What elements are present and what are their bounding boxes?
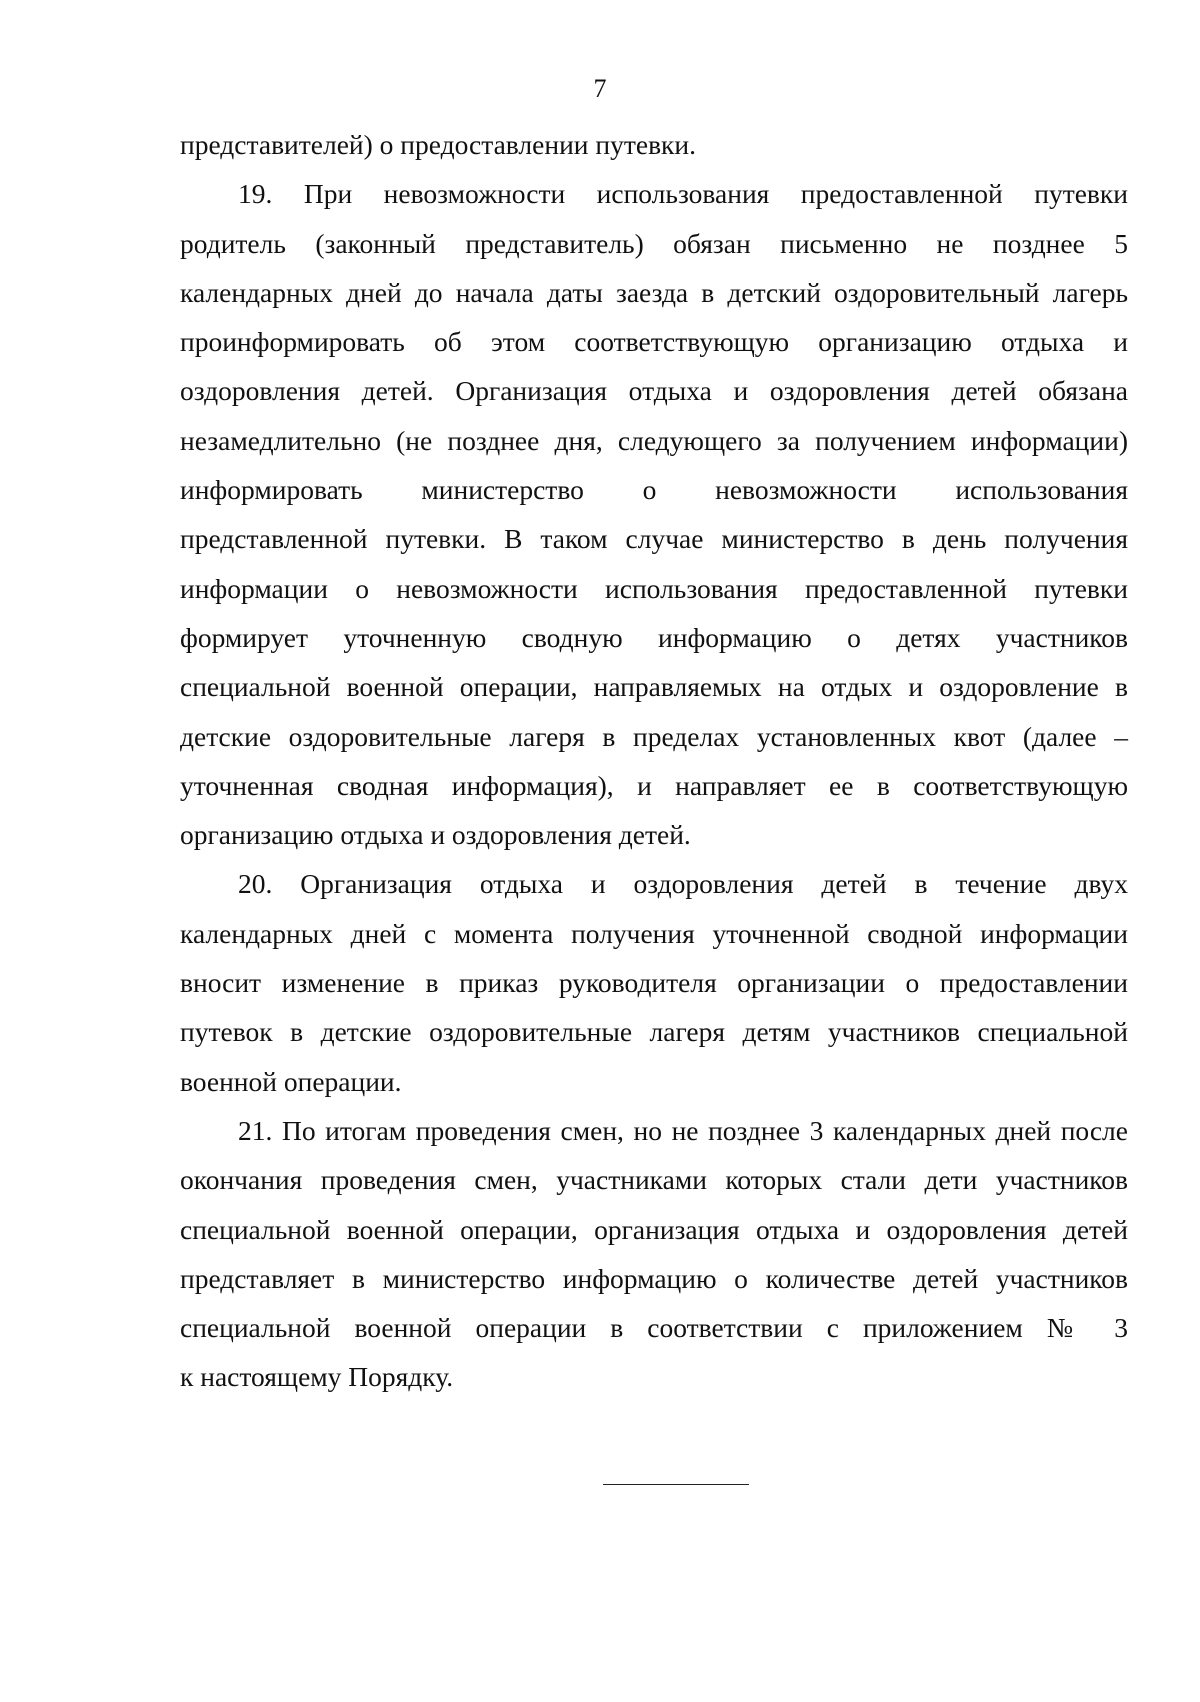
text-line: окончания проведения смен, участниками которых стали дети участников [180,1164,1128,1196]
text-line: представляет в министерство информацию о количестве детей участников [180,1262,1128,1294]
text-line: к настоящему Порядку. [180,1361,454,1393]
text-line: военной операции. [180,1065,402,1097]
text-line: представителей) о предоставлении путевки. [180,129,697,160]
text-line: детские оздоровительные лагеря в пределах установленных квот (далее – [180,720,1128,752]
text-line: организацию отдыха и оздоровления детей. [180,819,691,851]
text-line: вносит изменение в приказ руководителя организации о предоставлении [180,967,1128,999]
text-line: специальной военной операции, организация отдыха и оздоровления детей [180,1213,1128,1245]
text-line: информировать министерство о невозможности использования [180,474,1128,506]
text-line: представленной путевки. В таком случае министерство в день получения [180,523,1128,555]
text-line: 19. При невозможности использования предоставленной путевки [238,178,1128,210]
text-line: информации о невозможности использования предоставленной путевки [180,572,1128,604]
text-line: 20. Организация отдыха и оздоровления детей в течение двух [238,868,1128,900]
document-body [180,120,1128,1402]
text-line: уточненная сводная информация), и направляет ее в соответствующую [180,769,1128,801]
text-line: календарных дней с момента получения уточненной сводной информации [180,917,1128,949]
text-line: путевок в детские оздоровительные лагеря детям участников специальной [180,1016,1128,1048]
text-line: специальной военной операции в соответствии с приложением № 3 [180,1312,1128,1344]
text-line: формирует уточненную сводную информацию о детях участников [180,621,1128,653]
text-line: проинформировать об этом соответствующую организацию отдыха и [180,326,1128,358]
end-of-document-rule [603,1484,749,1485]
text-line: календарных дней до начала даты заезда в детский оздоровительный лагерь [180,276,1128,308]
text-line: оздоровления детей. Организация отдыха и оздоровления детей обязана [180,375,1128,407]
text-line: 21. По итогам проведения смен, но не позднее 3 календарных дней после [238,1114,1128,1146]
text-line: родитель (законный представитель) обязан письменно не позднее 5 [180,227,1128,259]
text-line: специальной военной операции, направляемых на отдых и оздоровление в [180,671,1128,703]
scan-edge-artifact [0,0,1200,4]
page-number: 7 [593,74,607,103]
text-line: незамедлительно (не позднее дня, следующего за получением информации) [180,424,1128,456]
